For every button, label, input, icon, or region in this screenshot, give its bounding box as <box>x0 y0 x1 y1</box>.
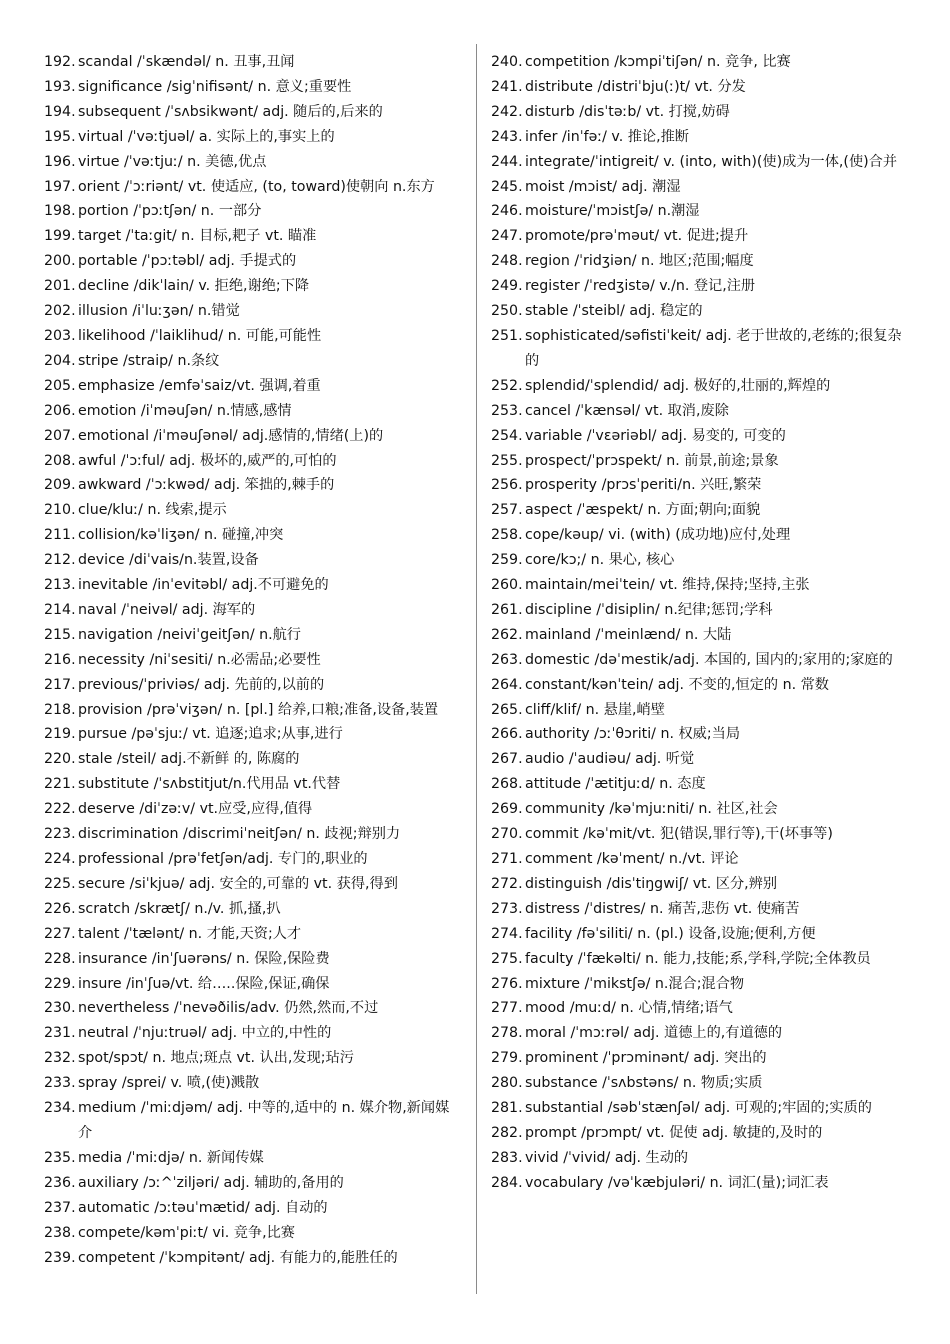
vocab-entry <box>44 598 462 623</box>
entry-text: virtue /ˈvəːtjuː/ n. 美德,优点 <box>78 153 267 170</box>
entry-number: 254. <box>491 427 523 444</box>
entry-number: 252. <box>491 377 523 394</box>
entry-number: 240. <box>491 54 523 70</box>
entry-text: scandal /ˈskændəl/ n. 丑事,丑闻 <box>78 54 295 70</box>
entry-text: competent /ˈkɔmpitənt/ adj. 有能力的,能胜任的 <box>78 1249 398 1266</box>
vocab-entry <box>44 224 462 249</box>
entry-number: 247. <box>491 228 523 245</box>
entry-number: 255. <box>491 452 523 469</box>
entry-number: 280. <box>491 1075 523 1092</box>
entry-text: portable /ˈpɔːtəbl/ adj. 手提式的 <box>78 253 297 270</box>
vocab-entry <box>44 1221 462 1246</box>
entry-number: 217. <box>44 676 76 693</box>
entry-number: 253. <box>491 402 523 419</box>
vocab-entry <box>491 374 911 399</box>
entry-text: likelihood /ˈlaiklihud/ n. 可能,可能性 <box>78 327 322 344</box>
entry-text: moral /ˈmɔːrəl/ adj. 道德上的,有道德的 <box>525 1025 783 1042</box>
vocab-entry <box>44 399 462 424</box>
entry-text: mood /muːd/ n. 心情,情绪;语气 <box>525 1000 733 1017</box>
vocab-entry <box>491 747 911 772</box>
entry-text: portion /ˈpɔːtʃən/ n. 一部分 <box>78 203 262 220</box>
entry-text: spot/spɔt/ n. 地点;斑点 vt. 认出,发现;玷污 <box>78 1050 354 1067</box>
vocab-entry <box>491 75 911 100</box>
vocab-entry <box>491 947 911 972</box>
vocab-entry <box>44 772 462 797</box>
vocab-entry <box>491 922 911 947</box>
vocab-entry <box>491 100 911 125</box>
entry-number: 279. <box>491 1050 523 1067</box>
vocab-entry <box>44 473 462 498</box>
entry-number: 209. <box>44 477 76 494</box>
entry-text: automatic /ɔːtəuˈmætid/ adj. 自动的 <box>78 1199 328 1216</box>
vocab-entry <box>491 897 911 922</box>
entry-number: 268. <box>491 776 523 793</box>
entry-number: 237. <box>44 1199 76 1216</box>
entry-text: discrimination /discrimiˈneitʃən/ n. 歧视;辩别力 <box>78 826 401 843</box>
entry-text: talent /ˈtælənt/ n. 才能,天资;人才 <box>78 925 302 942</box>
column-divider <box>476 44 477 1294</box>
entry-number: 207. <box>44 427 76 444</box>
entry-number: 232. <box>44 1050 76 1067</box>
entry-number: 193. <box>44 78 76 95</box>
vocab-entry <box>44 623 462 648</box>
vocab-entry <box>491 972 911 997</box>
entry-number: 210. <box>44 502 76 519</box>
vocab-entry <box>491 722 911 747</box>
entry-text: vocabulary /vəˈkæbjuləri/ n. 词汇(量);词汇表 <box>525 1174 829 1191</box>
vocab-entry <box>44 897 462 922</box>
entry-number: 198. <box>44 203 76 220</box>
entry-text: sophisticated/səfistiˈkeit/ adj. 老于世故的,老练的;很复杂的 <box>525 327 902 369</box>
entry-number: 264. <box>491 676 523 693</box>
entry-number: 235. <box>44 1149 76 1166</box>
entry-text: splendid/ˈsplendid/ adj. 极好的,壮丽的,辉煌的 <box>525 377 831 394</box>
entry-text: stable /ˈsteibl/ adj. 稳定的 <box>525 303 703 320</box>
entry-number: 196. <box>44 153 76 170</box>
entry-number: 284. <box>491 1174 523 1191</box>
entry-text: stripe /straip/ n.条纹 <box>78 352 220 369</box>
vocab-entry <box>491 299 911 324</box>
entry-number: 211. <box>44 527 76 544</box>
entry-number: 259. <box>491 552 523 569</box>
entry-number: 213. <box>44 577 76 594</box>
vocab-entry <box>491 872 911 897</box>
entry-number: 205. <box>44 377 76 394</box>
vocab-entry <box>491 573 911 598</box>
entry-number: 246. <box>491 203 523 220</box>
entry-number: 275. <box>491 950 523 967</box>
vocab-entry <box>44 922 462 947</box>
entry-number: 201. <box>44 278 76 295</box>
entry-text: mainland /ˈmeinlænd/ n. 大陆 <box>525 626 732 643</box>
entry-text: disturb /disˈtəːb/ vt. 打搅,妨碍 <box>525 103 730 120</box>
entry-number: 241. <box>491 78 523 95</box>
vocab-entry <box>44 648 462 673</box>
entry-number: 221. <box>44 776 76 793</box>
entry-text: necessity /niˈsesiti/ n.必需品;必要性 <box>78 651 321 668</box>
vocab-entry <box>491 772 911 797</box>
entry-number: 206. <box>44 402 76 419</box>
entry-number: 270. <box>491 826 523 843</box>
entry-text: region /ˈridʒiən/ n. 地区;范围;幅度 <box>525 253 754 270</box>
entry-number: 220. <box>44 751 76 768</box>
vocab-entry <box>44 797 462 822</box>
vocab-entry <box>491 125 911 150</box>
entry-text: secure /siˈkjuə/ adj. 安全的,可靠的 vt. 获得,得到 <box>78 875 398 892</box>
entry-text: spray /sprei/ v. 喷,(使)溅散 <box>78 1075 260 1092</box>
vocab-entry <box>44 374 462 399</box>
entry-text: prosperity /prɔsˈperiti/n. 兴旺,繁荣 <box>525 477 762 494</box>
vocab-entry <box>44 548 462 573</box>
entry-number: 238. <box>44 1224 76 1241</box>
entry-text: insure /inˈʃuə/vt. 给…..保险,保证,确保 <box>78 975 330 992</box>
vocab-entry <box>44 1196 462 1221</box>
entry-number: 228. <box>44 950 76 967</box>
entry-number: 197. <box>44 178 76 195</box>
vocab-entry <box>491 473 911 498</box>
entry-text: vivid /ˈvivid/ adj. 生动的 <box>525 1149 689 1166</box>
entry-text: medium /ˈmiːdjəm/ adj. 中等的,适中的 n. 媒介物,新闻媒介 <box>78 1100 450 1141</box>
vocab-entry <box>44 349 462 374</box>
vocab-entry <box>44 125 462 150</box>
vocab-entry <box>491 996 911 1021</box>
entry-text: distribute /distriˈbju(ː)t/ vt. 分发 <box>525 78 746 95</box>
entry-number: 204. <box>44 352 76 369</box>
entry-text: domestic /dəˈmestik/adj. 本国的, 国内的;家用的;家庭的 <box>525 651 893 668</box>
vocab-entry <box>44 175 462 200</box>
vocab-entry <box>491 822 911 847</box>
entry-text: media /ˈmiːdjə/ n. 新闻传媒 <box>78 1149 264 1166</box>
entry-text: scratch /skrætʃ/ n./v. 抓,搔,扒 <box>78 900 281 917</box>
vocab-entry <box>44 299 462 324</box>
entry-number: 274. <box>491 925 523 942</box>
vocab-entry <box>44 498 462 523</box>
vocab-entry <box>491 224 911 249</box>
vocab-entry <box>44 1246 462 1271</box>
entry-number: 234. <box>44 1100 76 1117</box>
entry-number: 208. <box>44 452 76 469</box>
entry-text: distinguish /disˈtiŋgwiʃ/ vt. 区分,辨别 <box>525 875 778 892</box>
vocab-entry <box>44 972 462 997</box>
entry-text: provision /prəˈviʒən/ n. [pl.] 给养,口粮;准备,设备,装置 <box>78 701 439 718</box>
entry-number: 218. <box>44 701 76 718</box>
entry-text: emphasize /emfəˈsaiz/vt. 强调,着重 <box>78 377 321 394</box>
entry-number: 192. <box>44 54 76 70</box>
vocab-entry <box>491 1121 911 1146</box>
entry-text: distress /ˈdistres/ n. 痛苦,悲伤 vt. 使痛苦 <box>525 900 800 917</box>
entry-text: neutral /ˈnjuːtruəl/ adj. 中立的,中性的 <box>78 1025 332 1042</box>
entry-number: 194. <box>44 103 76 120</box>
left-column <box>44 50 462 1270</box>
vocab-entry <box>491 523 911 548</box>
entry-text: prospect/ˈprɔspekt/ n. 前景,前途;景象 <box>525 452 779 469</box>
entry-text: awful /ˈɔːful/ adj. 极坏的,威严的,可怕的 <box>78 452 337 469</box>
entry-number: 230. <box>44 1000 76 1017</box>
entry-text: prominent /ˈprɔminənt/ adj. 突出的 <box>525 1050 767 1067</box>
vocab-entry <box>44 100 462 125</box>
vocab-entry <box>44 1096 462 1146</box>
vocab-entry <box>44 274 462 299</box>
entry-number: 266. <box>491 726 523 743</box>
entry-number: 215. <box>44 626 76 643</box>
entry-text: substance /ˈsʌbstəns/ n. 物质;实质 <box>525 1075 763 1092</box>
entry-number: 212. <box>44 552 76 569</box>
entry-text: community /kəˈmjuːniti/ n. 社区,社会 <box>525 801 778 818</box>
vocab-entry <box>491 498 911 523</box>
entry-text: professional /prəˈfetʃən/adj. 专门的,职业的 <box>78 851 368 867</box>
entry-number: 242. <box>491 103 523 120</box>
vocab-entry <box>491 623 911 648</box>
entry-number: 278. <box>491 1025 523 1042</box>
right-column <box>491 50 911 1196</box>
entry-number: 256. <box>491 477 523 494</box>
entry-number: 267. <box>491 751 523 768</box>
entry-number: 244. <box>491 153 523 170</box>
entry-number: 239. <box>44 1249 76 1266</box>
entry-text: comment /kəˈment/ n./vt. 评论 <box>525 851 739 867</box>
entry-number: 251. <box>491 327 523 344</box>
entry-text: variable /ˈvɛəriəbl/ adj. 易变的, 可变的 <box>525 427 786 444</box>
entry-number: 222. <box>44 801 76 818</box>
vocab-entry <box>491 548 911 573</box>
entry-text: aspect /ˈæspekt/ n. 方面;朝向;面貌 <box>525 502 761 519</box>
entry-text: compete/kəmˈpiːt/ vi. 竞争,比赛 <box>78 1224 295 1241</box>
entry-number: 263. <box>491 651 523 668</box>
entry-text: cope/kəup/ vi. (with) (成功地)应付,处理 <box>525 527 791 544</box>
entry-number: 272. <box>491 875 523 892</box>
entry-text: auxiliary /ɔː^ˈziljəri/ adj. 辅助的,备用的 <box>78 1174 344 1191</box>
vocab-entry <box>44 1021 462 1046</box>
entry-text: prompt /prɔmpt/ vt. 促使 adj. 敏捷的,及时的 <box>525 1124 823 1141</box>
vocab-entry <box>44 698 462 723</box>
entry-number: 250. <box>491 303 523 320</box>
vocab-entry <box>491 424 911 449</box>
vocab-entry <box>44 996 462 1021</box>
entry-text: navigation /neiviˈgeitʃən/ n.航行 <box>78 626 301 643</box>
vocab-entry <box>491 175 911 200</box>
entry-text: deserve /diˈzəːv/ vt.应受,应得,值得 <box>78 801 313 818</box>
vocab-entry <box>491 1021 911 1046</box>
entry-text: virtual /ˈvəːtjuəl/ a. 实际上的,事实上的 <box>78 128 335 145</box>
entry-text: audio /ˈaudiəu/ adj. 听觉 <box>525 751 695 768</box>
entry-number: 271. <box>491 851 523 867</box>
entry-text: subsequent /ˈsʌbsikwənt/ adj. 随后的,后来的 <box>78 103 383 120</box>
vocab-entry <box>491 598 911 623</box>
entry-text: faculty /ˈfækəlti/ n. 能力,技能;系,学科,学院;全体教员 <box>525 950 871 967</box>
vocab-entry <box>491 1171 911 1196</box>
entry-text: device /diˈvais/n.装置,设备 <box>78 552 259 569</box>
vocab-entry <box>44 1146 462 1171</box>
vocab-entry <box>491 150 911 175</box>
vocab-entry <box>44 449 462 474</box>
entry-text: insurance /inˈʃuərəns/ n. 保险,保险费 <box>78 950 330 967</box>
vocab-entry <box>44 523 462 548</box>
vocab-entry <box>491 399 911 424</box>
vocab-entry <box>44 847 462 872</box>
entry-number: 257. <box>491 502 523 519</box>
entry-text: cancel /ˈkænsəl/ vt. 取消,废除 <box>525 402 729 419</box>
vocab-entry <box>491 199 911 224</box>
vocab-entry <box>44 747 462 772</box>
entry-text: previous/ˈpriviəs/ adj. 先前的,以前的 <box>78 676 325 693</box>
entry-text: maintain/meiˈtein/ vt. 维持,保持;坚持,主张 <box>525 577 810 594</box>
entry-text: facility /fəˈsiliti/ n. (pl.) 设备,设施;便利,方便 <box>525 925 816 942</box>
vocab-entry <box>44 872 462 897</box>
entry-number: 282. <box>491 1124 523 1141</box>
entry-number: 276. <box>491 975 523 992</box>
vocab-entry <box>491 673 911 698</box>
entry-number: 224. <box>44 851 76 867</box>
entry-text: naval /ˈneivəl/ adj. 海军的 <box>78 601 256 618</box>
entry-text: register /ˈredʒistə/ v./n. 登记,注册 <box>525 278 756 295</box>
entry-number: 273. <box>491 900 523 917</box>
vocab-entry <box>44 822 462 847</box>
vocab-entry <box>491 249 911 274</box>
vocab-entry <box>491 50 911 75</box>
entry-number: 199. <box>44 228 76 245</box>
vocab-entry <box>491 1146 911 1171</box>
entry-text: collision/kəˈliʒən/ n. 碰撞,冲突 <box>78 527 284 544</box>
entry-text: emotion /iˈməuʃən/ n.情感,感情 <box>78 402 292 419</box>
entry-number: 203. <box>44 327 76 344</box>
vocab-entry <box>44 424 462 449</box>
entry-text: illusion /iˈluːʒən/ n.错觉 <box>78 303 240 320</box>
entry-text: cliff/klif/ n. 悬崖,峭壁 <box>525 701 665 718</box>
entry-number: 219. <box>44 726 76 743</box>
entry-text: nevertheless /ˈnevəðilis/adv. 仍然,然而,不过 <box>78 1000 379 1017</box>
vocab-entry <box>491 1071 911 1096</box>
vocab-entry <box>44 1171 462 1196</box>
entry-number: 249. <box>491 278 523 295</box>
vocab-entry <box>44 722 462 747</box>
entry-number: 245. <box>491 178 523 195</box>
vocab-entry <box>491 698 911 723</box>
vocab-entry <box>44 673 462 698</box>
vocab-entry <box>44 50 462 75</box>
entry-text: stale /steil/ adj.不新鲜 的, 陈腐的 <box>78 751 300 768</box>
entry-text: integrate/ˈintigreit/ v. (into, with)(使)成为一体,(使)合并 <box>525 153 898 170</box>
entry-number: 261. <box>491 601 523 618</box>
entry-number: 202. <box>44 303 76 320</box>
entry-number: 214. <box>44 601 76 618</box>
entry-text: core/kɔ;/ n. 果心, 核心 <box>525 552 675 569</box>
entry-text: clue/kluː/ n. 线索,提示 <box>78 502 227 519</box>
entry-text: promote/prəˈməut/ vt. 促进;提升 <box>525 228 749 245</box>
vocab-entry <box>491 1096 911 1121</box>
entry-number: 223. <box>44 826 76 843</box>
entry-text: inevitable /inˈevitəbl/ adj.不可避免的 <box>78 577 329 594</box>
vocab-entry <box>44 199 462 224</box>
entry-text: commit /kəˈmit/vt. 犯(错误,罪行等),干(坏事等) <box>525 826 833 843</box>
entry-number: 269. <box>491 801 523 818</box>
entry-number: 229. <box>44 975 76 992</box>
entry-text: target /ˈtaːgit/ n. 目标,耙子 vt. 瞄准 <box>78 228 317 245</box>
entry-text: pursue /pəˈsjuː/ vt. 追逐;追求;从事,进行 <box>78 726 343 743</box>
vocab-entry <box>44 249 462 274</box>
entry-text: decline /dikˈlain/ v. 拒绝,谢绝;下降 <box>78 278 310 295</box>
entry-number: 231. <box>44 1025 76 1042</box>
entry-text: substantial /səbˈstænʃəl/ adj. 可观的;牢固的;实质的 <box>525 1100 872 1117</box>
vocab-entry <box>491 274 911 299</box>
vocab-entry <box>491 324 911 374</box>
entry-text: mixture /ˈmikstʃə/ n.混合;混合物 <box>525 975 745 992</box>
entry-text: infer /inˈfəː/ v. 推论,推断 <box>525 128 689 145</box>
vocab-entry <box>44 75 462 100</box>
vocab-entry <box>44 150 462 175</box>
entry-number: 265. <box>491 701 523 718</box>
entry-number: 226. <box>44 900 76 917</box>
vocab-entry <box>491 797 911 822</box>
vocab-entry <box>44 1071 462 1096</box>
vocab-entry <box>491 847 911 872</box>
entry-number: 262. <box>491 626 523 643</box>
vocab-entry <box>491 449 911 474</box>
entry-number: 277. <box>491 1000 523 1017</box>
entry-number: 283. <box>491 1149 523 1166</box>
vocab-entry <box>44 573 462 598</box>
entry-number: 243. <box>491 128 523 145</box>
entry-number: 195. <box>44 128 76 145</box>
vocab-entry <box>44 947 462 972</box>
vocab-entry <box>491 648 911 673</box>
vocab-entry <box>491 1046 911 1071</box>
entry-text: emotional /iˈməuʃənəl/ adj.感情的,情绪(上)的 <box>78 427 384 444</box>
entry-number: 216. <box>44 651 76 668</box>
entry-number: 200. <box>44 253 76 270</box>
entry-number: 248. <box>491 253 523 270</box>
entry-text: authority /ɔːˈθɔriti/ n. 权威;当局 <box>525 726 741 743</box>
entry-text: competition /kɔmpiˈtiʃən/ n. 竞争, 比赛 <box>525 54 791 70</box>
entry-number: 281. <box>491 1100 523 1117</box>
entry-text: constant/kənˈtein/ adj. 不变的,恒定的 n. 常数 <box>525 676 829 693</box>
entry-text: orient /ˈɔːriənt/ vt. 使适应, (to, toward)使朝向 n.东方 <box>78 178 435 195</box>
entry-text: moist /mɔist/ adj. 潮湿 <box>525 178 681 195</box>
entry-text: awkward /ˈɔːkwəd/ adj. 笨拙的,棘手的 <box>78 477 335 494</box>
vocab-entry <box>44 1046 462 1071</box>
entry-number: 260. <box>491 577 523 594</box>
entry-text: substitute /ˈsʌbstitjut/n.代用品 vt.代替 <box>78 776 341 793</box>
entry-number: 236. <box>44 1174 76 1191</box>
entry-number: 258. <box>491 527 523 544</box>
entry-text: discipline /ˈdisiplin/ n.纪律;惩罚;学科 <box>525 601 773 618</box>
entry-text: moisture/ˈmɔistʃə/ n.潮湿 <box>525 203 700 220</box>
entry-number: 233. <box>44 1075 76 1092</box>
entry-text: attitude /ˈætitjuːd/ n. 态度 <box>525 776 706 793</box>
vocab-entry <box>44 324 462 349</box>
entry-number: 227. <box>44 925 76 942</box>
entry-number: 225. <box>44 875 76 892</box>
entry-text: significance /sigˈnifisənt/ n. 意义;重要性 <box>78 78 352 95</box>
